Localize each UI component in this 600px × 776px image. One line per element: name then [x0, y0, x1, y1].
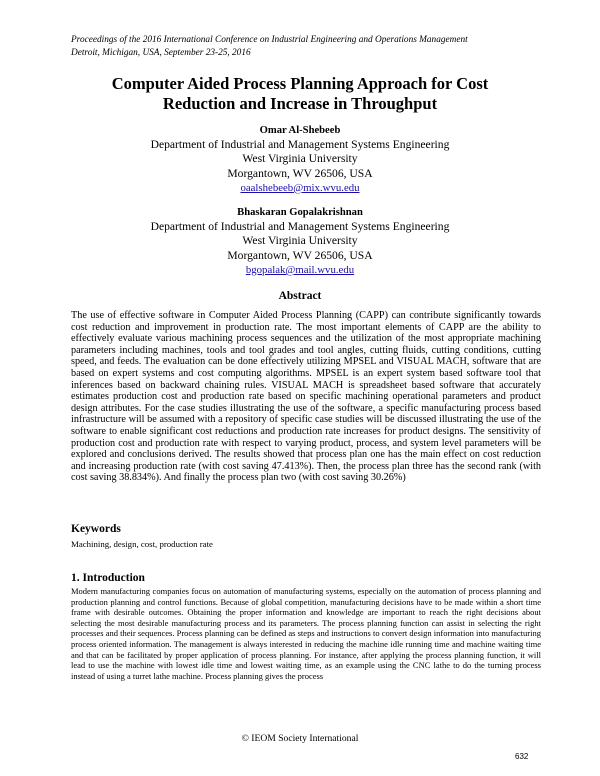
abstract-heading: Abstract: [278, 290, 322, 302]
author-name: Omar Al-Shebeeb: [259, 125, 341, 136]
header-proceedings-line: Proceedings of the 2016 International Conference on Industrial Engineering and Operations Management: [71, 35, 468, 45]
introduction-text: Modern manufacturing companies focus on automation of manufacturing systems, especially on the automation of process planning and production planning and control functions. Because of global competition, manufacturing decisions have to be made within a short time frame with desirable outcomes. Obtaining the proper information and knowledge are important to reach the right decisions about selecting the most desirable manufacturing process and its parameters. The process planning function can assist in selecting the right processes and their sequences. Process planning can be defined as steps and instructions to convert design information into manufacturing process oriented information. The management is always interested in reducing the machine idle running time and machine waiting time and that can be facilitated by proper application of process planning. For instance, after applying the process planning function, it will lead to use the machine with lowest idle time and lowest waiting time, as an example using the CNC lathe to do the turning process instead of using a turret lathe machine. Process planning gives the process: [71, 586, 541, 681]
abstract-text: The use of effective software in Computer Aided Process Planning (CAPP) can contribute significantly towards cost reduction and improvement in production rate. The most important elements of CAPP are the ability to effectively evaluate various machining process sequences and the utilization of the most appropriate machining parameters including machines, tools and tool grades and tool angles, cutting fluids, cutting conditions, cutting speed, and feeds. The evaluation can be done effectively utilizing MPSEL and VISUAL MACH, software that are based on expert systems and cost computing algorithms. MPSEL is an expert system based software tool that inferences based on backward chaining rules. VISUAL MACH is spreadsheet based software that accurately estimates production cost and production rate based on specific machining operational parameters and product design attributes. For the case studies illustrating the use of the software, a specific manufacturing process based infrastructure will be assumed with a repository of specific case studies will be discussed illustrating the use of the software to enable significant cost reductions and production rate increases for product designs. The sensitivity of production cost and production rate with respect to varying product, process, and system level parameters will be explored and conclusions derived. The results showed that process plan one has the main effect on cost reduction and increasing production rate (with cost saving 47.413%). Then, the process plan three has the second rank (with cost saving 38.834%). And finally the process plan two (with cost saving 30.26%): [71, 310, 541, 484]
keywords-heading: Keywords: [71, 523, 121, 535]
page-number: 632: [515, 752, 529, 761]
author-university: West Virginia University: [242, 152, 358, 166]
author-email-link[interactable]: oaalshebeeb@mix.wvu.edu: [240, 181, 360, 194]
author-department: Department of Industrial and Management Systems Engineering: [150, 220, 450, 234]
author-block-2: [120, 206, 480, 277]
running-header: [71, 34, 541, 59]
author-location: Morgantown, WV 26506, USA: [227, 248, 373, 262]
author-block-1: [120, 124, 480, 195]
author-name: Bhaskaran Gopalakrishnan: [237, 207, 363, 218]
introduction-heading: 1. Introduction: [71, 572, 145, 584]
footer-copyright: © IEOM Society International: [241, 733, 359, 744]
keywords-text: Machining, design, cost, production rate: [71, 539, 213, 549]
author-email-link[interactable]: bgopalak@mail.wvu.edu: [245, 263, 355, 276]
title-line-2: Reduction and Increase in Throughput: [162, 93, 438, 113]
author-university: West Virginia University: [242, 234, 358, 248]
author-location: Morgantown, WV 26506, USA: [227, 166, 373, 180]
header-location-line: Detroit, Michigan, USA, September 23-25, 2016: [71, 47, 251, 58]
title-line-1: Computer Aided Process Planning Approach for Cost: [111, 74, 489, 93]
author-department: Department of Industrial and Management Systems Engineering: [150, 138, 450, 152]
paper-title: [60, 74, 540, 113]
